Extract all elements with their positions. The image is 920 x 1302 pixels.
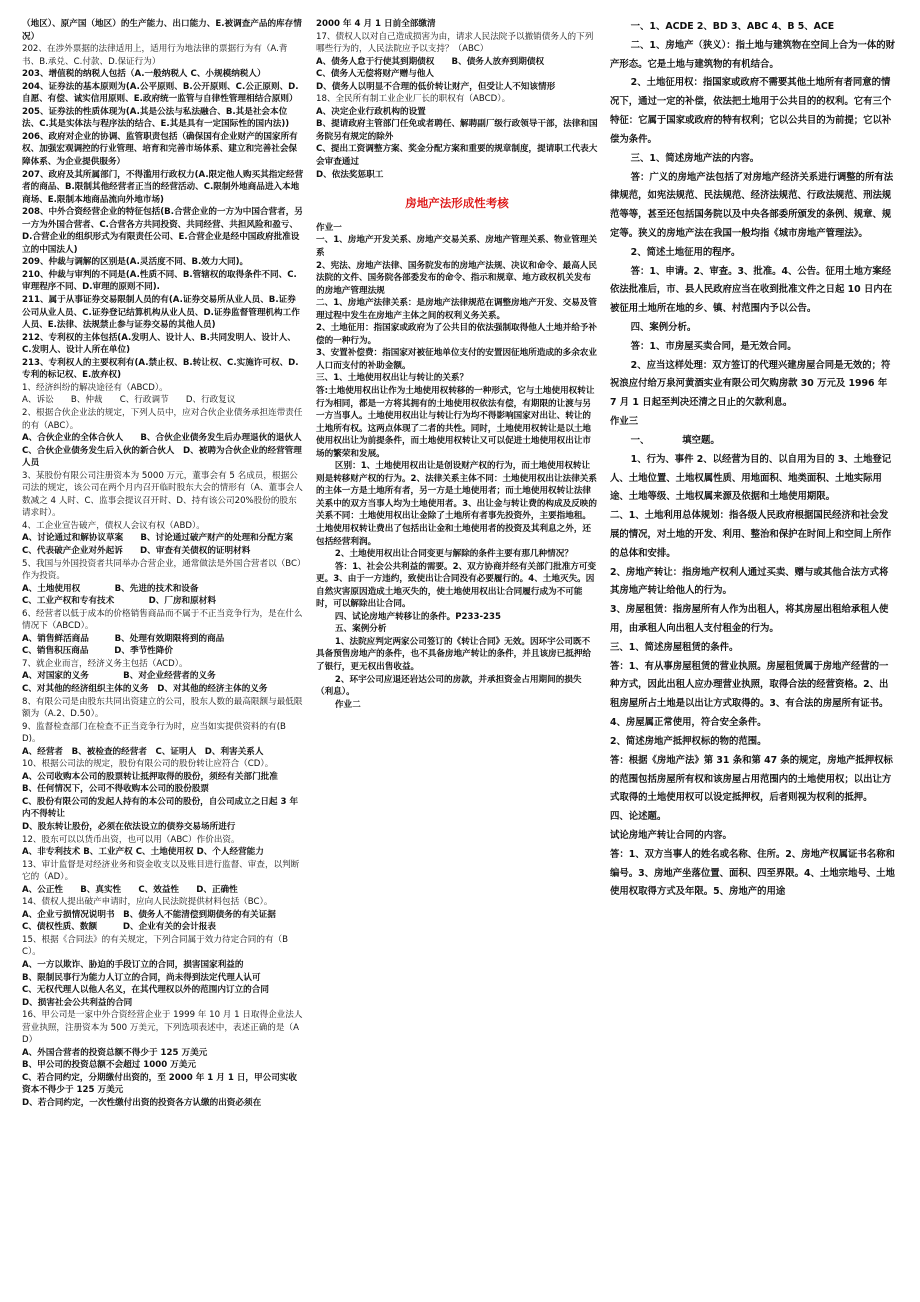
text-line: 区别：1、土地使用权出让是创设财产权的行为，而土地使用权转让则是转移财产权的行为。2、法律关系主体不同：土地使用权出让法律关系的主体一方是土地所有者，另一方是土地使用者；而土地使用权转让法律关系中的双方当事人均为土地使用者。3、出让金与转让费的构成及反映的关系不同：土地使用权出让金除了土地所有者事先投资外，主要指地租。土地使用权转让费出了包括出让金和土地使用者的投资及其利息之外，还包括经营利润。 (316, 461, 597, 547)
text-line: 211、属于从事证券交易限制人员的有(A.证券交易所从业人员、B.证券公司从业人员、C.证券登记结算机构从业人员、D.证券监督管理机构工作人员、E.法律、法规禁止参与证券交易的其他人员) (22, 295, 300, 331)
text-line: 7、就企业而言，经济义务主包括（ACD）。 (22, 658, 188, 669)
text-line: D、若合同约定，一次性缴付出资的投资各方认缴的出资必须在 (22, 1098, 262, 1109)
text-column-middle (316, 18, 598, 1290)
text-line: 5、我国与外国投资者共同举办合营企业，通常做法是外国合营者以（BC）作为投资。 (22, 558, 302, 582)
text-line: C、提出工资调整方案、奖金分配方案和重要的规章制度，提请职工代表大会审查通过 (316, 144, 598, 168)
text-line: B、甲公司的投资总额不会超过 1000 万美元 (22, 1060, 196, 1071)
text-column-right (610, 18, 896, 1290)
text-line: 210、仲裁与审判的不同是(A.性质不同、B.管辖权的取得条件不同、C.审理程序不同、D.审理的原则不同). (22, 269, 297, 293)
text-line: 3、安置补偿费：指国家对被征地单位支付的安置因征地所造成的多余农业人口而支付的补助金额。 (316, 348, 597, 371)
text-line: A、决定企业行政机构的设置 (316, 106, 426, 117)
text-line: C、债务人无偿将财产赠与他人 (316, 69, 435, 80)
text-line: A、诉讼 B、仲裁 C、行政调节 D、行政复议 (22, 395, 236, 406)
text-line: 6、经营者以低于成本的价格销售商品而不属于不正当竞争行为，是在什么情况下（ABCD）。 (22, 608, 303, 632)
text-line: 作业一 (316, 222, 342, 233)
text-line: 答：广义的房地产法包括了对房地产经济关系进行调整的所有法律规范，如宪法规范、民法规范、经济法规范、行政法规范、刑法规范等等，甚至还包括国务院以及中央各部委所颁发的条例、规章、规定等。狭义的房地产法在我国一般均指《城市房地产管理法》。 (610, 171, 894, 239)
text-line: 答：根据《房地产法》第 31 条和第 47 条的规定，房地产抵押权标的范围包括房屋所有权和该房屋占用范围内的土地使用权；以出让方式取得的土地使用权可以设定抵押权，后者则视为权利的抵押。 (610, 754, 893, 804)
text-line: C、若合同约定，分期缴付出资的，至 2000 年 1 月 1 日，甲公司实收资本不得少于 125 万美元 (22, 1072, 297, 1096)
text-line: B、限制民事行为能力人订立的合同，尚未得到法定代理人认可 (22, 972, 261, 983)
text-line: 答：1、双方当事人的姓名或名称、住所。2、房地产权属证书名称和编号。3、房地产坐落位置、面积、四至界限。4、土地宗地号、土地使用权取得方式及年限。5、房地产的用途 (610, 848, 895, 898)
text-line: 209、仲裁与调解的区别是(A.灵活度不同、B.效力大同)。 (22, 257, 249, 268)
text-line: 3、房屋租赁：指房屋所有人作为出租人，将其房屋出租给承租人使用，由承租人向出租人支付租金的行为。 (610, 604, 889, 634)
text-line: 207、政府及其所属部门，不得滥用行政权力(A.限定他人购买其指定经营者的商品、B.限制其他经营者正当的经营活动、C.限制外地商品进入本地商场、E.限制本地商品流向外地市场) (22, 169, 304, 205)
text-line: 16、甲公司是一家中外合资经营企业于 1999 年 10 月 1 日取得企业法人营业执照，注册资本为 500 万美元，下列选项表述中，表述正确的是（AD） (22, 1010, 303, 1046)
text-line: B、任何情况下，公司不得收购本公司的股份股票 (22, 784, 210, 795)
section-title: 房地产法形成性考核 (405, 196, 509, 211)
text-line: 1、经济纠纷的解决途径有（ABCD）。 (22, 382, 168, 393)
text-line: 10、根据公司法的规定，股份有限公司的股份转让应符合（CD）。 (22, 759, 274, 770)
text-line: 2、根据合伙企业法的规定，下列人员中，应对合伙企业债务承担连带责任的有（ABC）。 (22, 407, 303, 431)
text-line: A、讨论通过和解协议草案 B、讨论通过破产财产的处理和分配方案 C、代表破产企业对外起诉 D、审查有关债权的证明材料 (22, 533, 311, 556)
text-line: 四、案例分析。 (630, 322, 697, 333)
text-line: 2、房地产转让：指房地产权利人通过买卖、赠与或其他合法方式将其房地产转让给他人的行为。 (610, 566, 889, 597)
text-line: 答：1、市房屋买卖合同，是无效合同。 (630, 340, 797, 352)
text-line: 212、专利权的主体包括(A.发明人、设计人、B.共同发明人、设计人、C.发明人、设计人所在单位) (22, 332, 296, 356)
text-line: D、债务人以明显不合理的低价转让财产，但受让人不知该情形 (316, 81, 556, 92)
text-line: 205、证券法的性质体现为(A.其是公法与私法融合、B.其是社会本位法、C.其是实体法与程序法的结合、E.其是具有一定国际性的国内法)) (22, 106, 290, 130)
text-line: 14、债权人提出破产申请时，应向人民法院提供材料包括（BC）。 (22, 897, 273, 908)
text-line: A、公司收购本公司的股票转让抵押取得的股份，须经有关部门批准 (22, 771, 278, 782)
text-line: C、股份有限公司的发起人持有的本公司的股份，自公司成立之日起 3 年内不得转让 (22, 796, 299, 820)
text-line: 答：1、有从事房屋租赁的营业执照。房屋租赁属于房地产经营的一种方式，因此出租人应办理营业执照，取得合法的经营资格。2、出租房屋所占土地是以出让方式取得的。3、有合法的房屋所有证书。4、房屋属正常使用，符合安全条件。 (610, 660, 889, 729)
text-line: A、一方以欺诈、胁迫的手段订立的合同，损害国家利益的 (22, 960, 244, 971)
text-line: A、销售鲜活商品 B、处理有效期限将到的商品 (22, 633, 225, 644)
text-line: 一、1、ACDE 2、BD 3、ABC 4、B 5、ACE (630, 21, 835, 32)
text-line: 一、1、房地产开发关系、房地产交易关系、房地产管理关系、物业管理关系 (316, 235, 597, 258)
text-line: C、销售积压商品 D、季节性降价 (22, 646, 173, 657)
text-line: 208、中外合资经营企业的特征包括(B.合营企业的一方为中国合营者，另一方为外国合营者、C.合营各方共同投资、共同经营、共担风险和盈亏、D.合营企业的组织形式为有限责任公司、E.合营企业是经中国政府批准设立的中国法人) (22, 207, 303, 255)
text-line: 206、政府对企业的协调、监管职责包括（确保国有企业财产的国家所有权、加强宏观调控的行业管理、培育和完善市场体系、建立和完善社会保障体系、为企业提供服务） (22, 131, 298, 168)
text-line: A、对国家的义务 B、对企业经营者的义务 (22, 671, 216, 682)
text-line: 2、宪法、房地产法律、国务院发布的房地产法规、决议和命令、最高人民法院的文件、国务院各部委发布的命令、指示和规章、地方政权机关发布的房地产管理法规 (316, 260, 597, 296)
text-line: 2、土地使用权出让合同变更与解除的条件主要有那几种情况？ (334, 549, 573, 560)
text-line: B、提请政府主管部门任免或者聘任、解聘副厂级行政领导干部，法律和国务院另有规定的除外 (316, 119, 598, 142)
text-line: A、外国合营者的投资总额不得少于 125 万美元 (22, 1047, 208, 1058)
text-line: C、对其他的经济组织主体的义务 D、对其他的经济主体的义务 (22, 683, 268, 694)
text-line: 三、1、简述房屋租赁的条件。 (610, 641, 739, 653)
text-line: 3、某股份有限公司注册资本为 5000 万元，董事会有 5 名成员，根据公司法的规定，该公司在两个月内召开临时股东大会的情形有（A、董事会人数减之 4 人时、C、监事会提议召开时、D、持有该公司20%股份的股东请求时）。 (22, 470, 303, 519)
text-line: 4、工企业宣告破产，债权人会议有权（ABD）。 (22, 520, 205, 531)
text-line: C、工业产权和专有技术 D、厂房和原材料 (22, 596, 216, 607)
text-line: 二、1、房地产（狭义）：指土地与建筑物在空间上合为一体的财产形态。它是土地与建筑物的有机结合。 (610, 39, 896, 70)
text-line: 二、1、房地产法律关系：是房地产法律规范在调整房地产开发、交易及管理过程中发生在房地产主体之间的权利义务关系。 (316, 298, 597, 321)
text-line: 2、应当这样处理：双方签订的代理兴建房屋合同是无效的；符祝浪应付给万泉河黄酒实业有限公司欠购房款 30 万元及 1996 年 7 月 1 日起至判决还清之日止的欠款利息。 (610, 359, 891, 409)
text-line: 2、环宇公司应退还岩达公司的房款，并承担资金占用期间的损失（利息）。 (316, 674, 582, 698)
text-line: 8、有限公司是由股东共同出资建立的公司，股东人数的最高限额与最低限额为（A.2、D.50）。 (22, 696, 303, 720)
text-line: 作业二 (334, 699, 361, 710)
text-line: 一、 填空题。 (630, 434, 720, 446)
text-line: A、土地使用权 B、先进的技术和设备 (22, 583, 199, 594)
text-line: 四、试论房地产转移让的条件。P233-235 (334, 611, 501, 622)
text-column-left (22, 18, 319, 1290)
text-line: A、企业亏损情况说明书 B、债务人不能清偿到期债务的有关证据 (22, 909, 276, 920)
text-line: 203、增值税的纳税人包括（A.一般纳税人 C、小规模纳税人） (22, 69, 266, 80)
text-line: 答：1、申请。2、审查。3、批准。4、公告。征用土地方案经依法批准后，市、县人民政府应当在收到批准文件之日起 10 日内在被征用土地所在地的乡、镇、村范围内予以公告。 (610, 265, 893, 315)
text-line: A、公正性 B、真实性 C、效益性 D、正确性 (22, 884, 238, 895)
text-line: 1、行为、事件 2、以经营为目的、以自用为目的 3、土地登记人、土地位置、土地权属性质、用地面积、地类面积、土地实际用途、土地等级、土地权属来源及依据和土地使用期限。 (610, 453, 892, 503)
text-line: 17、债权人以对自己造成损害为由，请求人民法院予以撤销债务人的下列哪些行为的，人民法院应予以支持？（ABC） (316, 31, 594, 55)
text-line: 三、1、简述房地产法的内容。 (630, 152, 760, 164)
text-line: 试论房地产转让合同的内容。 (610, 829, 732, 841)
text-line: 12、股东可以以货币出资，也可以用（ABC）作价出资。 (22, 834, 240, 845)
text-line: C、无权代理人以他人名义，在其代理权以外的范围内订立的合同 (22, 985, 269, 996)
text-line: 作业三 (610, 416, 639, 428)
text-line: A、债务人怠于行使其到期债权 B、债务人放弃到期债权 (316, 56, 545, 67)
text-line: 15、根据《合同法》的有关规定，下列合同属于效力待定合同的有（BC）。 (22, 934, 289, 958)
text-line: 2、土地征用权：指国家或政府不需要其他土地所有者同意的情况下，通过一定的补偿，依法把土地用于公共目的的权利。它有三个特征：它属于国家或政府的特有权利；它以公共目的为前提；它以补偿为条件。 (610, 77, 892, 145)
text-line: 18、全民所有制工业企业厂长的职权有（ABCD）。 (316, 94, 511, 105)
text-line: 三、1、土地使用权出让与转让的关系？ (316, 373, 469, 384)
text-line: 202、在涉外票据的法律适用上，适用行为地法律的票据行为有（A.背书、B.承兑、C.付款、D.保证行为） (22, 44, 288, 67)
text-line: D、依法奖惩职工 (316, 169, 384, 180)
text-line: A、非专利技术 B、工业产权 C、土地使用权 D、个人经营能力 (22, 847, 264, 858)
text-line: 五、案例分析 (334, 624, 387, 635)
text-line: 2、简述房地产抵押权标的物的范围。 (610, 735, 767, 747)
text-line: 204、证券法的基本原则为(A.公平原则、B.公开原则、C.公正原则、D.自愿、有偿、诚实信用原则、E.政府统一监管与自律性管理相结合原则） (22, 81, 299, 105)
text-line: 2000 年 4 月 1 日前全部缴清 (316, 19, 436, 29)
text-line: 2、土地征用：指国家或政府为了公共目的依法强制取得他人土地并给予补偿的一种行为。 (316, 323, 597, 346)
text-line: 四、论述题。 (610, 811, 667, 823)
text-line: 13、审计监督是对经济业务和资金收支以及账目进行监督、审查，以判断它的（AD）。 (22, 859, 300, 883)
text-line: 答：1、社会公共利益的需要。2、双方协商并经有关部门批准方可变更。3、由于一方违约，致使出让合同没有必要履行的。4、土地灭失。因自然灾害原因造成土地灭失的，使土地使用权出让合同履行成为不可能时，可以解除出让合同。 (316, 561, 597, 610)
text-line: （地区）、原产国（地区）的生产能力、出口能力、E.被调查产品的库存情况） (22, 19, 302, 42)
text-line: 1、法院应判定两家公司签订的《转让合同》无效。因环宇公司既不具备预售房地产的条件，也不具备房地产转让的条件，并且该房已抵押给了银行，更无权出售收益。 (316, 636, 592, 673)
text-line: D、股东转让股份，必须在依法设立的债券交易场所进行 (22, 822, 236, 832)
text-line: A、经营者 B、被检查的经营者 C、证明人 D、利害关系人 (22, 746, 264, 757)
text-line: 二、1、土地利用总体规划：指各级人民政府根据国民经济和社会发展的情况，对土地的开发、利用、整治和保护在时间上和空间上所作的总体和安排。 (610, 510, 892, 559)
text-line: 9、监督检查部门在检查不正当竞争行为时，应当如实提供资料的有(BD)。 (22, 721, 286, 745)
text-line: 2、简述土地征用的程序。 (630, 246, 741, 258)
text-line: C、债权性质、数额 D、企业有关的会计报表 (22, 922, 216, 933)
text-line: 213、专利权人的主要权利有(A.禁止权、B.转让权、C.实施许可权、D.专利的标记权、E.放弃权) (22, 357, 299, 381)
text-line: A、合伙企业的全体合伙人 B、合伙企业债务发生后办理退伙的退伙人 C、合伙企业债务发生后入伙的新合伙人 D、被聘为合伙企业的经营管理人员 (22, 433, 319, 469)
text-line: 答:土地使用权出让作为土地使用权转移的一种形式，它与土地使用权转让行为相同，都是一方将其拥有的土地使用权依法有偿，有期限的让渡与另一方当事人。土地使用权出让与转让行为均不得影响国家对出让、转让的土地所有权。这两点体现了二者的共性。同时，土地使用权转让是以土地使用权出让为前提条件，而土地使用权转让又可以促进土地使用权出让市场的繁荣和发展。 (316, 386, 595, 459)
text-line: D、损害社会公共利益的合同 (22, 997, 133, 1008)
